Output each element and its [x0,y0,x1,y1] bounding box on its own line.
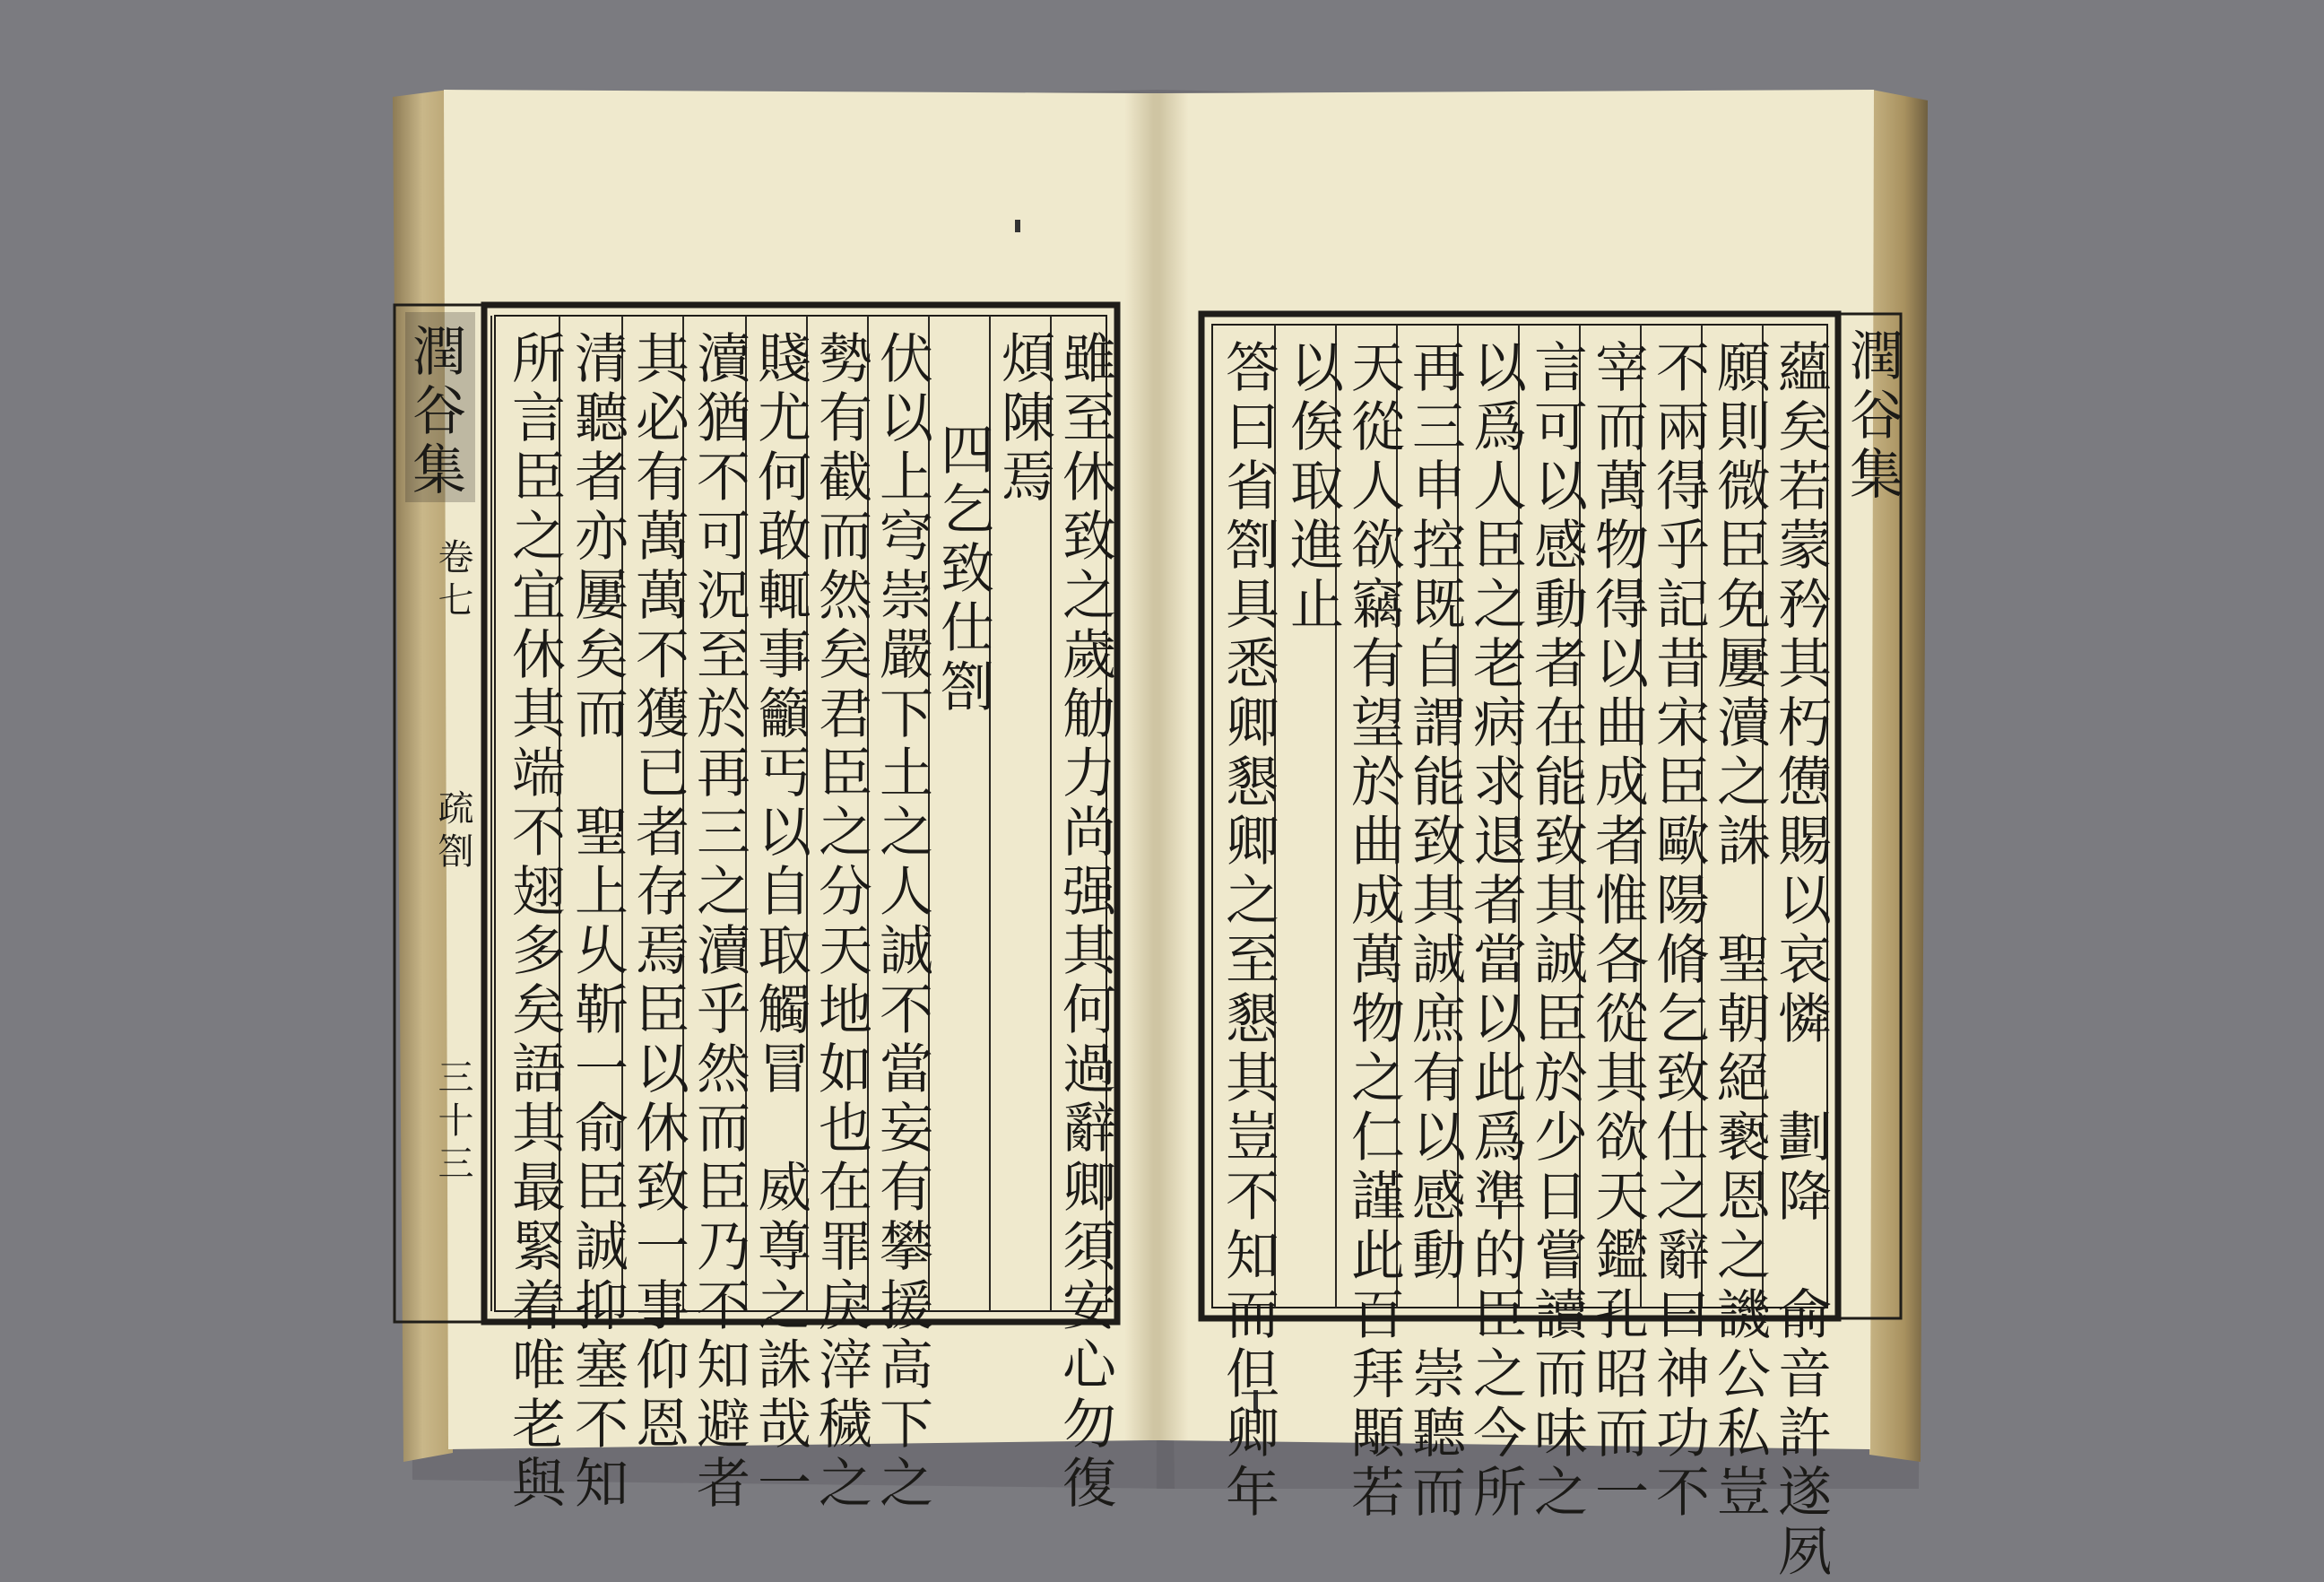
right-col-6: 以爲人臣之老病求退者當以此爲準的臣之今所 [1464,339,1527,1523]
left-col-3-heading: 四乞致仕劄 [932,422,994,717]
right-col-7: 再三申控既自謂能致其誠庶有以感動 崇聽而 [1403,339,1466,1523]
left-col-6: 賤尤何敢輒事籲丐以自取觸冒 威尊之誅哉一 [749,330,811,1514]
left-margin-title: 潤谷集 [403,323,466,500]
left-margin-volume: 卷七 [432,538,473,624]
gutter [1125,93,1188,1440]
right-col-4: 宰而萬物得以曲成者惟各從其欲天鑑孔昭而一 [1586,339,1649,1523]
right-col-3: 不兩得乎記昔宋臣歐陽脩乞致仕之辭曰神功不 [1647,339,1710,1523]
left-col-10: 所言臣之宜休其端不翅多矣語其最緊着唯老與 [503,330,566,1514]
right-col-1: 蘊矣若蒙矜其朽憊賜以哀憐 劃降 俞音許遂夙 [1769,339,1832,1582]
right-col-5: 言可以感動者在能致其誠臣於少日嘗讀而味之 [1525,339,1588,1523]
right-page-edges [1869,90,1928,1462]
left-col-7: 瀆猶不可況至於再三之瀆乎然而臣乃不知避者 [688,330,750,1514]
left-col-1: 雖至休致之歲觔力尚强其何過辭卿須安心勿復 [1054,330,1116,1514]
speck [1015,220,1020,232]
left-col-2: 煩陳焉 [993,330,1055,508]
right-margin-title: 潤谷集 [1841,327,1903,505]
left-margin-page: 三十三 [432,1058,473,1187]
right-col-8: 天從人欲竊有望於曲成萬物之仁謹此百拜顒若 [1342,339,1405,1523]
right-col-10: 答曰省劄具悉卿懇卿之至懇其豈不知而但卿年 [1217,339,1279,1523]
left-col-8: 其必有萬萬不獲已者存焉臣以休致一事仰恩 [627,330,689,1455]
left-margin-section: 疏劄 [432,789,473,875]
right-col-9: 以俟取進止 [1281,339,1344,635]
left-col-4: 伏以上穹崇嚴下土之人誠不當妄有攀援高下之 [871,330,933,1514]
left-col-9: 清聽者亦屢矣而 聖上乆靳一俞臣誠抑塞不知 [566,330,629,1514]
left-col-5: 勢有截而然矣君臣之分天地如也在罪戾滓穢之 [810,330,872,1514]
right-col-2: 願則微臣免屢瀆之誅 聖朝絕褻恩之譏公私豈 [1708,339,1771,1523]
left-page-edges [393,90,453,1462]
